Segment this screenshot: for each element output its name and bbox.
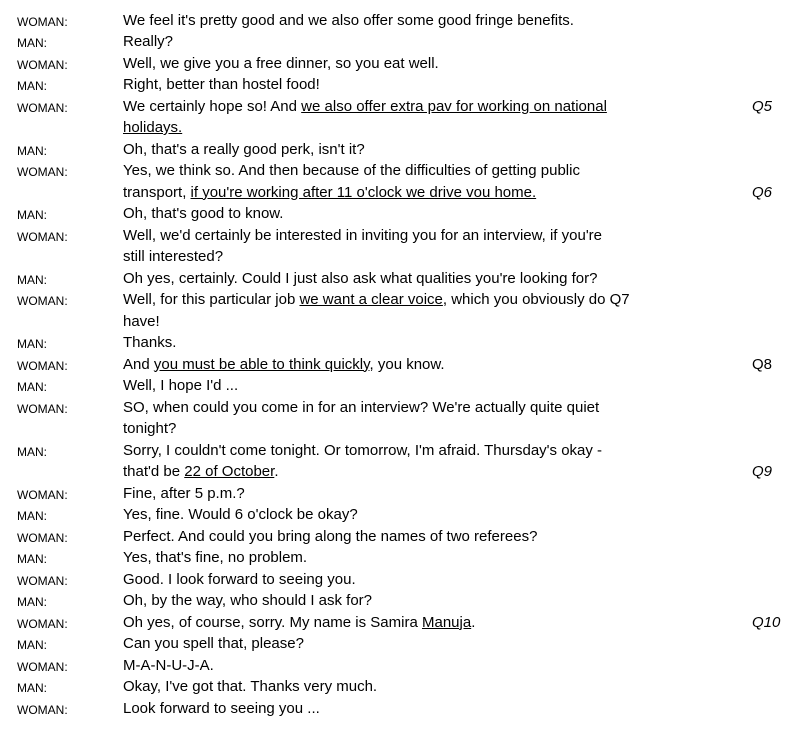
text-line (123, 354, 678, 376)
dialogue-text (123, 96, 678, 139)
text-segment: Oh, by the way, who should I ask for? (123, 592, 373, 609)
text-line (123, 160, 678, 182)
dialogue-row (0, 504, 807, 526)
text-line (123, 655, 678, 677)
text-line (123, 289, 678, 311)
dialogue-row (0, 225, 807, 268)
text-segment: And (123, 355, 154, 373)
text-segment: Really? (123, 33, 174, 50)
dialogue-row (0, 655, 807, 677)
text-line (123, 225, 678, 247)
text-segment: Oh yes, certainly. Could I just also ask what qualities you're looking for? (123, 269, 598, 287)
dialogue-text (123, 483, 678, 505)
text-line (123, 117, 678, 139)
question-marker: Q8 (752, 355, 773, 373)
speaker-label: MAN: (17, 380, 47, 394)
text-segment: SO, when could you come in for an interview? We're actually quite quiet (123, 398, 600, 416)
dialogue-row (0, 160, 807, 203)
text-line (123, 31, 678, 53)
dialogue-row (0, 526, 807, 548)
underlined-answer: we also offer extra pav for working on national (301, 97, 607, 115)
text-segment: , which you obviously do Q7 (442, 291, 630, 308)
dialogue-row (0, 268, 807, 290)
text-line (123, 332, 678, 354)
text-segment: still interested? (123, 248, 224, 265)
text-segment: Thanks. (123, 334, 177, 351)
speaker-label: MAN: (17, 79, 47, 93)
text-line (123, 612, 678, 634)
dialogue-text (123, 10, 678, 32)
text-segment: Okay, I've got that. Thanks very much. (123, 678, 378, 695)
dialogue-text (123, 225, 678, 268)
dialogue-row (0, 483, 807, 505)
dialogue-row (0, 53, 807, 75)
text-segment: Well, I hope I'd ... (123, 377, 239, 394)
text-line (123, 633, 678, 655)
dialogue-text (123, 53, 678, 75)
text-segment: We certainly hope so! And (123, 97, 302, 115)
text-segment: . (274, 463, 279, 480)
text-segment: Yes, we think so. And then because of the difficulties of getting public (123, 162, 580, 179)
dialogue-row (0, 31, 807, 53)
speaker-label: WOMAN: (17, 659, 68, 674)
dialogue-row (0, 612, 807, 634)
dialogue-row (0, 397, 807, 440)
text-segment: Can you spell that, please? (123, 635, 304, 652)
text-segment: Yes, that's fine, no problem. (123, 549, 308, 566)
text-line (123, 311, 678, 333)
dialogue-text (123, 31, 678, 53)
speaker-label: MAN: (17, 681, 47, 695)
speaker-label: MAN: (17, 36, 47, 50)
text-line (123, 10, 678, 32)
underlined-answer: if you're working after 11 o'clock we drive vou home. (190, 183, 537, 201)
text-line (123, 203, 678, 225)
speaker-label: WOMAN: (17, 100, 68, 115)
text-line (123, 74, 678, 96)
underlined-answer: holidays. (123, 119, 183, 136)
text-line (123, 569, 678, 591)
dialogue-text (123, 332, 678, 354)
text-segment: Yes, fine. Would 6 o'clock be okay? (123, 506, 358, 523)
speaker-label: MAN: (17, 638, 47, 652)
text-line (123, 590, 678, 612)
text-line (123, 547, 678, 569)
speaker-label: MAN: (17, 552, 47, 566)
dialogue-row (0, 139, 807, 161)
speaker-label: WOMAN: (17, 294, 68, 308)
text-segment: Oh, that's a really good perk, isn't it? (123, 140, 365, 158)
dialogue-row (0, 10, 807, 32)
speaker-label: MAN: (17, 444, 47, 459)
text-line (123, 182, 678, 204)
speaker-label: WOMAN: (17, 14, 68, 29)
dialogue-row (0, 96, 807, 139)
question-marker: Q6 (752, 183, 773, 201)
speaker-label: WOMAN: (17, 401, 68, 416)
dialogue-text (123, 354, 678, 376)
speaker-label: MAN: (17, 143, 47, 158)
text-segment: . (471, 613, 476, 631)
text-segment: Well, for this particular job (123, 291, 300, 308)
text-line (123, 440, 678, 462)
dialogue-row (0, 633, 807, 655)
text-segment: Well, we'd certainly be interested in inviting you for an interview, if you're (123, 226, 603, 244)
underlined-answer: Manuja (421, 613, 472, 631)
text-line (123, 461, 678, 483)
text-line (123, 676, 678, 698)
text-segment: have! (123, 312, 160, 330)
speaker-label: WOMAN: (17, 530, 68, 545)
dialogue-text (123, 526, 678, 548)
dialogue-row (0, 203, 807, 225)
underlined-answer: 22 of October (184, 463, 275, 480)
question-marker: Q5 (752, 97, 773, 115)
speaker-label: WOMAN: (17, 616, 68, 631)
text-segment: that'd be (123, 463, 185, 480)
text-line (123, 418, 678, 440)
question-marker: Q9 (752, 463, 773, 480)
speaker-label: MAN: (17, 337, 47, 351)
text-line (123, 526, 678, 548)
text-line (123, 139, 678, 161)
dialogue-text (123, 504, 678, 526)
text-segment: Sorry, I couldn't come tonight. Or tomorrow, I'm afraid. Thursday's okay - (123, 441, 603, 459)
dialogue-row (0, 547, 807, 569)
dialogue-text (123, 289, 678, 332)
text-segment: Oh, that's good to know. (123, 205, 284, 222)
text-segment: Oh yes, of course, sorry. My name is Samira (123, 613, 422, 631)
dialogue-row (0, 440, 807, 483)
text-line (123, 397, 678, 419)
dialogue-row (0, 569, 807, 591)
dialogue-text (123, 74, 678, 96)
text-segment: Fine, after 5 p.m.? (123, 484, 245, 502)
dialogue-row (0, 698, 807, 720)
dialogue-text (123, 590, 678, 612)
speaker-label: WOMAN: (17, 358, 68, 373)
dialogue-text (123, 698, 678, 720)
dialogue-text (123, 268, 678, 290)
dialogue-row (0, 590, 807, 612)
speaker-label: MAN: (17, 595, 47, 609)
text-line (123, 698, 678, 720)
text-line (123, 483, 678, 505)
dialogue-text (123, 139, 678, 161)
dialogue-text (123, 569, 678, 591)
dialogue-text (123, 676, 678, 698)
text-segment: We feel it's pretty good and we also offer some good fringe benefits. (123, 11, 574, 29)
dialogue-row (0, 289, 807, 332)
dialogue-text (123, 547, 678, 569)
speaker-label: MAN: (17, 272, 47, 287)
speaker-label: MAN: (17, 208, 47, 222)
text-segment: tonight? (123, 420, 177, 437)
dialogue-row (0, 74, 807, 96)
speaker-label: WOMAN: (17, 573, 68, 588)
dialogue-row (0, 332, 807, 354)
speaker-label: MAN: (17, 509, 47, 523)
text-segment: Good. I look forward to seeing you. (123, 570, 356, 588)
speaker-label: WOMAN: (17, 57, 68, 72)
speaker-label: WOMAN: (17, 229, 68, 244)
dialogue-text (123, 655, 678, 677)
dialogue-text (123, 375, 678, 397)
dialogue-text (123, 633, 678, 655)
text-segment: Right, better than hostel food! (123, 76, 320, 93)
dialogue-text (123, 440, 678, 483)
text-segment: transport, (123, 183, 191, 201)
text-line (123, 504, 678, 526)
dialogue-text (123, 612, 678, 634)
text-line (123, 53, 678, 75)
text-line (123, 246, 678, 268)
dialogue-text (123, 203, 678, 225)
underlined-answer: you must be able to think quickly (153, 355, 370, 373)
text-segment: Perfect. And could you bring along the names of two referees? (123, 527, 538, 545)
question-marker: Q10 (752, 613, 781, 631)
text-segment: Look forward to seeing you ... (123, 699, 320, 717)
speaker-label: WOMAN: (17, 165, 68, 179)
text-line (123, 96, 678, 118)
dialogue-text (123, 397, 678, 440)
dialogue-row (0, 354, 807, 376)
text-line (123, 375, 678, 397)
speaker-label: WOMAN: (17, 487, 68, 502)
speaker-label: WOMAN: (17, 702, 68, 717)
underlined-answer: we want a clear voice (299, 291, 443, 308)
text-segment: M-A-N-U-J-A. (123, 656, 214, 674)
dialogue-row (0, 375, 807, 397)
dialogue-row (0, 676, 807, 698)
dialogue-text (123, 160, 678, 203)
text-segment: Well, we give you a free dinner, so you eat well. (123, 54, 439, 72)
text-line (123, 268, 678, 290)
text-segment: , you know. (369, 355, 445, 373)
